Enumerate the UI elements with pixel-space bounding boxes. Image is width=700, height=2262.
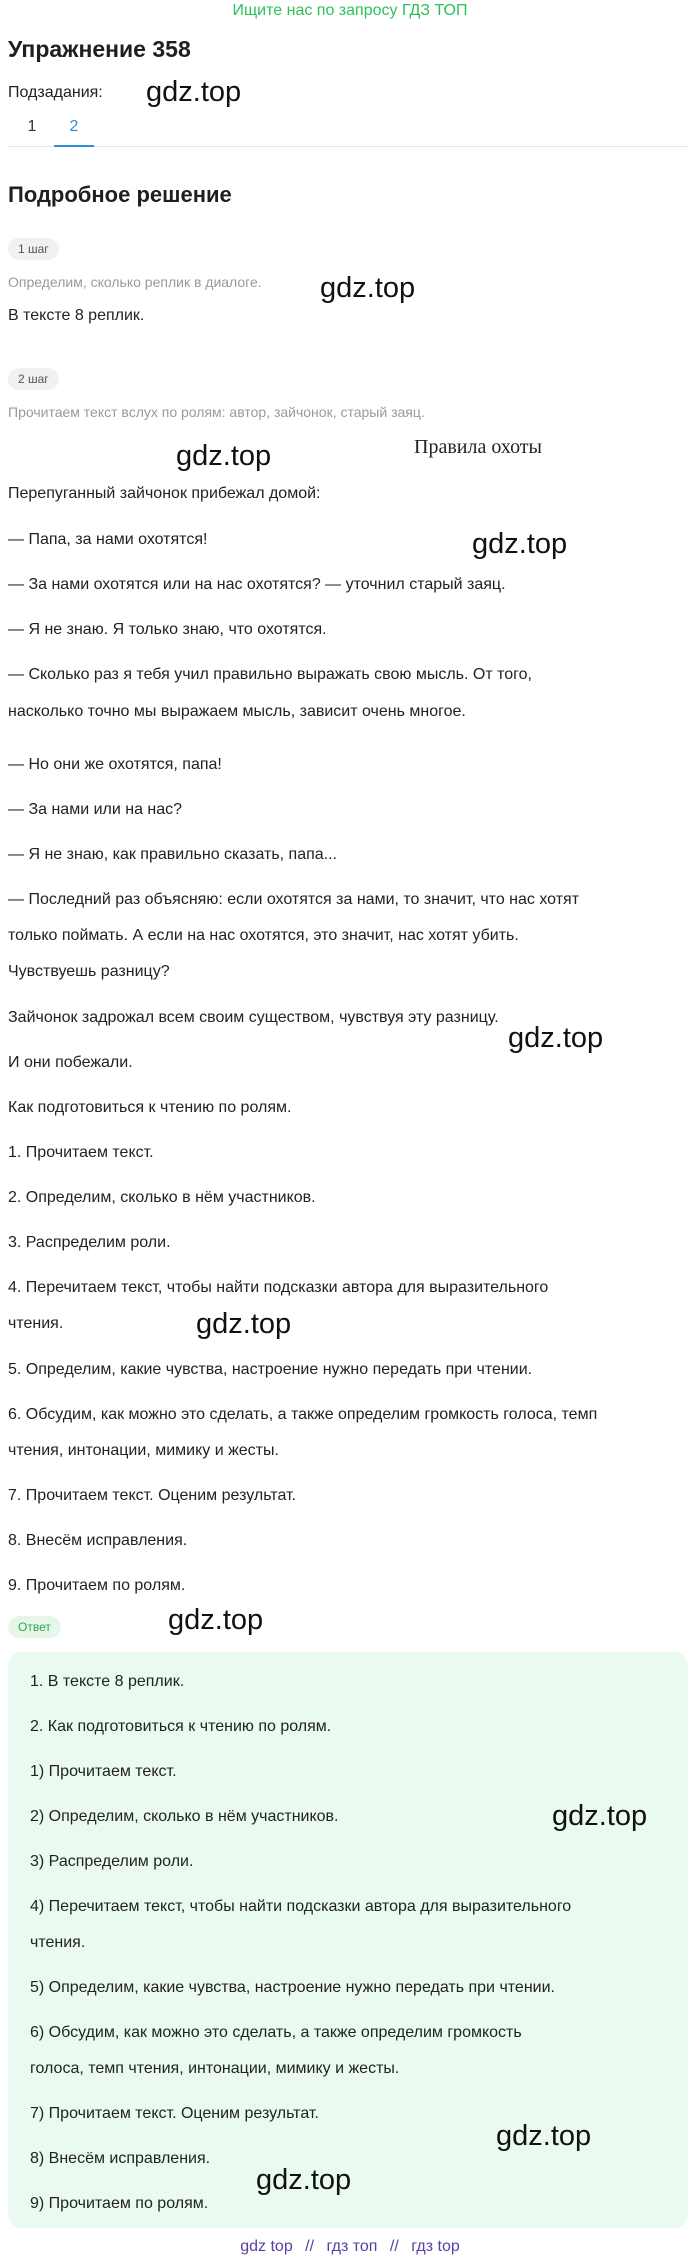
step-1-text: В тексте 8 реплик.: [8, 307, 145, 324]
footer-link[interactable]: гдз топ: [326, 2238, 378, 2255]
solution-line: — Я не знаю, как правильно сказать, папа...: [8, 846, 337, 863]
solution-line: — За нами или на нас?: [8, 801, 183, 818]
answer-line: 4) Перечитаем текст, чтобы найти подсказки автора для выразительного: [30, 1898, 572, 1915]
solution-line: — Сколько раз я тебя учил правильно выражать свою мысль. От того,: [8, 666, 532, 683]
watermark: gdz.top: [320, 272, 416, 304]
answer-line: 1) Прочитаем текст.: [30, 1763, 177, 1780]
solution-line: чтения, интонации, мимику и жесты.: [8, 1442, 279, 1459]
answer-line: 8) Внесём исправления.: [30, 2150, 211, 2167]
answer-line: 1. В тексте 8 реплик.: [30, 1673, 185, 1690]
answer-line: 6) Обсудим, как можно это сделать, а также определим громкость: [30, 2024, 522, 2041]
solution-line: Чувствуешь разницу?: [8, 963, 170, 980]
solution-line: 3. Распределим роли.: [8, 1234, 171, 1251]
answer-line: 2) Определим, сколько в нём участников.: [30, 1808, 339, 1825]
answer-line: 3) Распределим роли.: [30, 1853, 194, 1870]
watermark: gdz.top: [256, 2164, 352, 2196]
step-2-badge: 2 шаг: [8, 368, 59, 390]
answer-line: 5) Определим, какие чувства, настроение нужно передать при чтении.: [30, 1979, 555, 1996]
solution-line: только поймать. А если на нас охотятся, это значит, нас хотят убить.: [8, 927, 519, 944]
solution-line: Перепуганный зайчонок прибежал домой:: [8, 485, 321, 502]
watermark: gdz.top: [552, 1800, 648, 1832]
footer-link[interactable]: гдз top: [411, 2238, 460, 2255]
solution-line: 1. Прочитаем текст.: [8, 1144, 154, 1161]
page-title: Упражнение 358: [8, 36, 191, 62]
answer-badge: Ответ: [8, 1616, 61, 1638]
step-1-hint: Определим, сколько реплик в диалоге.: [8, 274, 262, 290]
solution-line: Зайчонок задрожал всем своим существом, чувствуя эту разницу.: [8, 1009, 499, 1026]
solution-line: 5. Определим, какие чувства, настроение нужно передать при чтении.: [8, 1361, 533, 1378]
solution-line: чтения.: [8, 1315, 64, 1332]
watermark: gdz.top: [496, 2120, 592, 2152]
solution-line: 2. Определим, сколько в нём участников.: [8, 1189, 316, 1206]
tab-1[interactable]: 1: [27, 118, 37, 135]
footer-link[interactable]: gdz top: [240, 2238, 293, 2255]
solution-line: 8. Внесём исправления.: [8, 1532, 188, 1549]
solution-line: — Я не знаю. Я только знаю, что охотятся.: [8, 621, 327, 638]
solution-line: 4. Перечитаем текст, чтобы найти подсказки автора для выразительного: [8, 1279, 549, 1296]
solution-line: насколько точно мы выражаем мысль, зависит очень многое.: [8, 703, 466, 720]
watermark: gdz.top: [146, 76, 242, 108]
solution-line: — Последний раз объясняю: если охотятся за нами, то значит, что нас хотят: [8, 891, 580, 908]
watermark: gdz.top: [508, 1022, 604, 1054]
solution-line: — Папа, за нами охотятся!: [8, 531, 208, 548]
solution-line: 9. Прочитаем по ролям.: [8, 1577, 186, 1594]
solution-title: Подробное решение: [8, 182, 232, 207]
watermark: gdz.top: [196, 1308, 292, 1340]
step-1-badge: 1 шаг: [8, 238, 59, 260]
footer-separator: //: [389, 2238, 399, 2255]
answer-line: 7) Прочитаем текст. Оценим результат.: [30, 2105, 319, 2122]
search-banner: Ищите нас по запросу ГДЗ ТОП: [232, 2, 468, 19]
solution-line: — Но они же охотятся, папа!: [8, 756, 222, 773]
step-2-hint: Прочитаем текст вслух по ролям: автор, зайчонок, старый заяц.: [8, 404, 425, 420]
answer-line: чтения.: [30, 1934, 86, 1951]
answer-line: 2. Как подготовиться к чтению по ролям.: [30, 1718, 332, 1735]
watermark: gdz.top: [168, 1604, 264, 1636]
footer-separator: //: [305, 2238, 315, 2255]
watermark: gdz.top: [176, 440, 272, 472]
solution-line: Как подготовиться к чтению по ролям.: [8, 1099, 292, 1116]
poem-title: Правила охоты: [414, 436, 542, 458]
subtask-tabs: [8, 112, 688, 147]
watermark: gdz.top: [472, 528, 568, 560]
solution-line: 7. Прочитаем текст. Оценим результат.: [8, 1487, 296, 1504]
answer-line: голоса, темп чтения, интонации, мимику и жесты.: [30, 2060, 400, 2077]
subtasks-label: Подзадания:: [8, 84, 103, 101]
solution-line: — За нами охотятся или на нас охотятся? — уточнил старый заяц.: [8, 576, 506, 593]
solution-line: 6. Обсудим, как можно это сделать, а также определим громкость голоса, темп: [8, 1406, 598, 1423]
solution-line: И они побежали.: [8, 1054, 133, 1071]
tab-2[interactable]: 2: [54, 118, 94, 136]
footer-links: [0, 2238, 700, 2256]
answer-line: 9) Прочитаем по ролям.: [30, 2195, 209, 2212]
